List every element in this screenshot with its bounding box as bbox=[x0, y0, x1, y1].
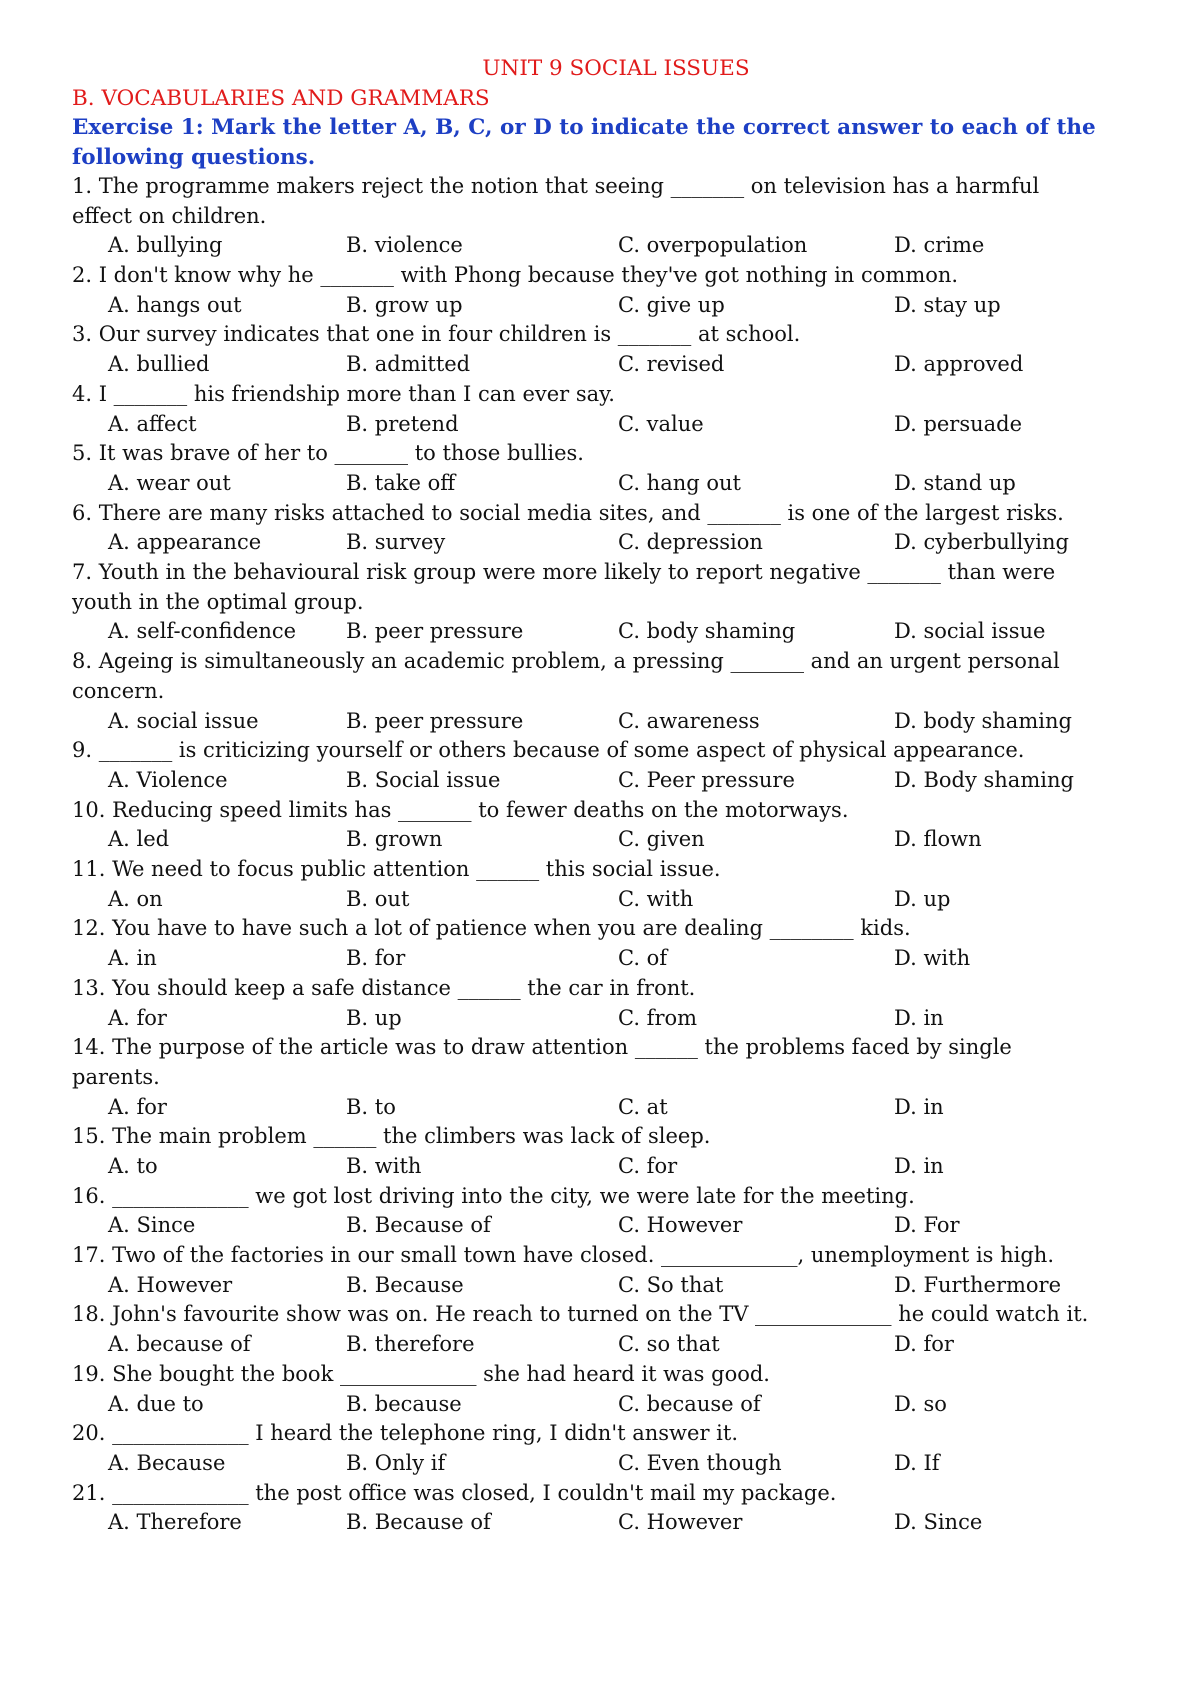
question-stem: 12. You have to have such a lot of patience when you are dealing ________ kids. bbox=[72, 916, 911, 941]
question-stem: 13. You should keep a safe distance ______ the car in front. bbox=[72, 975, 696, 1000]
option-a[interactable]: A. due to bbox=[108, 1391, 204, 1416]
question-item bbox=[72, 499, 1100, 558]
option-d[interactable]: D. approved bbox=[894, 352, 1024, 377]
answer-options bbox=[72, 944, 1100, 974]
answer-options bbox=[72, 707, 1100, 737]
option-c[interactable]: C. value bbox=[618, 411, 704, 436]
option-c[interactable]: C. so that bbox=[618, 1332, 720, 1357]
answer-options bbox=[72, 1211, 1100, 1241]
question-item bbox=[72, 1033, 1100, 1122]
option-a[interactable]: A. Therefore bbox=[108, 1510, 242, 1535]
question-stem: 18. John's favourite show was on. He reach to turned on the TV _____________ he could watch it. bbox=[72, 1302, 1089, 1327]
option-b[interactable]: B. therefore bbox=[346, 1332, 475, 1357]
option-b[interactable]: B. peer pressure bbox=[346, 619, 524, 644]
option-b[interactable]: B. grown bbox=[346, 827, 443, 852]
option-b[interactable]: B. for bbox=[346, 946, 406, 971]
answer-options bbox=[72, 885, 1100, 915]
answer-options bbox=[72, 1152, 1100, 1182]
answer-options bbox=[72, 1330, 1100, 1360]
question-stem: 17. Two of the factories in our small town have closed. _____________, unemployment is high. bbox=[72, 1243, 1054, 1268]
exercise-instructions: Exercise 1: Mark the letter A, B, C, or D to indicate the correct answer to each of the following questions. bbox=[72, 115, 1096, 170]
option-c[interactable]: C. with bbox=[618, 886, 694, 911]
answer-options bbox=[72, 617, 1100, 647]
option-a[interactable]: A. for bbox=[108, 1005, 167, 1030]
option-b[interactable]: B. grow up bbox=[346, 292, 463, 317]
option-a[interactable]: A. However bbox=[108, 1272, 233, 1297]
question-item bbox=[72, 1122, 1100, 1181]
option-b[interactable]: B. survey bbox=[346, 530, 446, 555]
question-stem: 5. It was brave of her to _______ to those bullies. bbox=[72, 441, 584, 466]
question-item bbox=[72, 855, 1100, 914]
option-d[interactable]: D. For bbox=[894, 1213, 960, 1238]
option-d[interactable]: D. Body shaming bbox=[894, 767, 1074, 792]
unit-title: UNIT 9 SOCIAL ISSUES bbox=[482, 56, 750, 81]
option-a[interactable]: A. appearance bbox=[108, 530, 262, 555]
answer-options bbox=[72, 350, 1100, 380]
answer-options bbox=[72, 825, 1100, 855]
option-a[interactable]: A. self-confidence bbox=[108, 619, 297, 644]
option-a[interactable]: A. led bbox=[108, 827, 170, 852]
answer-options bbox=[72, 1449, 1100, 1479]
option-d[interactable]: D. for bbox=[894, 1332, 954, 1357]
option-d[interactable]: D. persuade bbox=[894, 411, 1023, 436]
question-stem: 11. We need to focus public attention ______ this social issue. bbox=[72, 857, 721, 882]
option-c[interactable]: C. given bbox=[618, 827, 705, 852]
option-b[interactable]: B. Only if bbox=[346, 1450, 446, 1475]
option-c[interactable]: C. Peer pressure bbox=[618, 767, 795, 792]
question-stem: 3. Our survey indicates that one in four children is _______ at school. bbox=[72, 322, 801, 347]
question-item bbox=[72, 974, 1100, 1033]
option-c[interactable]: C. give up bbox=[618, 292, 725, 317]
question-item bbox=[72, 1419, 1100, 1478]
option-d[interactable]: D. Since bbox=[894, 1510, 983, 1535]
answer-options bbox=[72, 469, 1100, 499]
option-b[interactable]: B. Because bbox=[346, 1272, 464, 1297]
question-item bbox=[72, 1182, 1100, 1241]
option-d[interactable]: D. flown bbox=[894, 827, 982, 852]
question-stem: 20. _____________ I heard the telephone ring, I didn't answer it. bbox=[72, 1421, 738, 1446]
question-item bbox=[72, 439, 1100, 498]
option-b[interactable]: B. with bbox=[346, 1153, 422, 1178]
question-item bbox=[72, 1241, 1100, 1300]
question-item bbox=[72, 380, 1100, 439]
question-stem: 2. I don't know why he _______ with Phong because they've got nothing in common. bbox=[72, 263, 959, 288]
option-d[interactable]: D. crime bbox=[894, 233, 985, 258]
option-c[interactable]: C. revised bbox=[618, 352, 725, 377]
option-c[interactable]: C. body shaming bbox=[618, 619, 796, 644]
option-c[interactable]: C. However bbox=[618, 1510, 743, 1535]
option-d[interactable]: D. in bbox=[894, 1005, 944, 1030]
option-c[interactable]: C. awareness bbox=[618, 708, 760, 733]
option-c[interactable]: C. hang out bbox=[618, 470, 741, 495]
question-item bbox=[72, 320, 1100, 379]
answer-options bbox=[72, 528, 1100, 558]
option-a[interactable]: A. bullied bbox=[108, 352, 210, 377]
option-d[interactable]: D. If bbox=[894, 1450, 940, 1475]
option-b[interactable]: B. admitted bbox=[346, 352, 471, 377]
answer-options bbox=[72, 231, 1100, 261]
question-item bbox=[72, 736, 1100, 795]
option-a[interactable]: A. Since bbox=[108, 1213, 196, 1238]
question-stem: 9. _______ is criticizing yourself or others because of some aspect of physical appearance. bbox=[72, 738, 1025, 763]
question-stem: 4. I _______ his friendship more than I can ever say. bbox=[72, 381, 615, 406]
option-a[interactable]: A. because of bbox=[108, 1332, 251, 1357]
option-b[interactable]: B. violence bbox=[346, 233, 463, 258]
option-c[interactable]: C. However bbox=[618, 1213, 743, 1238]
option-a[interactable]: A. affect bbox=[108, 411, 197, 436]
option-c[interactable]: C. So that bbox=[618, 1272, 724, 1297]
option-a[interactable]: A. Violence bbox=[108, 767, 228, 792]
question-stem: 6. There are many risks attached to social media sites, and _______ is one of the largest risks. bbox=[72, 500, 1064, 525]
option-d[interactable]: D. up bbox=[894, 886, 951, 911]
option-d[interactable]: D. in bbox=[894, 1153, 944, 1178]
option-a[interactable]: A. to bbox=[108, 1153, 158, 1178]
option-d[interactable]: D. in bbox=[894, 1094, 944, 1119]
question-item bbox=[72, 172, 1100, 261]
question-stem: 8. Ageing is simultaneously an academic problem, a pressing _______ and an urgent personal concern. bbox=[72, 649, 1060, 703]
option-b[interactable]: B. Because of bbox=[346, 1510, 491, 1535]
answer-options bbox=[72, 1093, 1100, 1123]
question-stem: 10. Reducing speed limits has _______ to fewer deaths on the motorways. bbox=[72, 797, 849, 822]
option-a[interactable]: A. in bbox=[108, 946, 157, 971]
option-c[interactable]: C. overpopulation bbox=[618, 233, 808, 258]
option-b[interactable]: B. out bbox=[346, 886, 410, 911]
option-b[interactable]: B. peer pressure bbox=[346, 708, 524, 733]
option-a[interactable]: A. hangs out bbox=[108, 292, 242, 317]
answer-options bbox=[72, 1004, 1100, 1034]
option-c[interactable]: C. of bbox=[618, 946, 668, 971]
option-a[interactable]: A. bullying bbox=[108, 233, 223, 258]
option-c[interactable]: C. Even though bbox=[618, 1450, 782, 1475]
question-item bbox=[72, 1479, 1100, 1538]
answer-options bbox=[72, 1390, 1100, 1420]
option-d[interactable]: D. stand up bbox=[894, 470, 1016, 495]
answer-options bbox=[72, 410, 1100, 440]
option-d[interactable]: D. with bbox=[894, 946, 971, 971]
option-d[interactable]: D. body shaming bbox=[894, 708, 1072, 733]
answer-options bbox=[72, 766, 1100, 796]
option-b[interactable]: B. up bbox=[346, 1005, 402, 1030]
option-c[interactable]: C. at bbox=[618, 1094, 668, 1119]
option-b[interactable]: B. take off bbox=[346, 470, 456, 495]
question-item bbox=[72, 261, 1100, 320]
question-stem: 15. The main problem ______ the climbers was lack of sleep. bbox=[72, 1124, 711, 1149]
option-c[interactable]: C. from bbox=[618, 1005, 698, 1030]
option-a[interactable]: A. wear out bbox=[108, 470, 231, 495]
option-a[interactable]: A. social issue bbox=[108, 708, 259, 733]
answer-options bbox=[72, 291, 1100, 321]
question-stem: 7. Youth in the behavioural risk group were more likely to report negative _______ than were youth in the optimal group. bbox=[72, 560, 1056, 614]
option-d[interactable]: D. stay up bbox=[894, 292, 1001, 317]
question-stem: 21. _____________ the post office was closed, I couldn't mail my package. bbox=[72, 1480, 837, 1505]
option-b[interactable]: B. pretend bbox=[346, 411, 459, 436]
option-b[interactable]: B. Because of bbox=[346, 1213, 491, 1238]
option-b[interactable]: B. Social issue bbox=[346, 767, 501, 792]
question-stem: 14. The purpose of the article was to draw attention ______ the problems faced by single parents. bbox=[72, 1035, 1012, 1089]
option-a[interactable]: A. for bbox=[108, 1094, 167, 1119]
option-a[interactable]: A. on bbox=[108, 886, 163, 911]
option-c[interactable]: C. depression bbox=[618, 530, 763, 555]
question-stem: 16. _____________ we got lost driving into the city, we were late for the meeting. bbox=[72, 1183, 915, 1208]
option-b[interactable]: B. because bbox=[346, 1391, 462, 1416]
option-d[interactable]: D. so bbox=[894, 1391, 947, 1416]
question-item bbox=[72, 558, 1100, 647]
question-item bbox=[72, 647, 1100, 736]
question-item bbox=[72, 1360, 1100, 1419]
question-item bbox=[72, 914, 1100, 973]
section-title: B. VOCABULARIES AND GRAMMARS bbox=[72, 86, 490, 111]
answer-options bbox=[72, 1508, 1100, 1538]
option-d[interactable]: D. Furthermore bbox=[894, 1272, 1062, 1297]
option-d[interactable]: D. cyberbullying bbox=[894, 530, 1069, 555]
question-item bbox=[72, 796, 1100, 855]
option-a[interactable]: A. Because bbox=[108, 1450, 226, 1475]
option-d[interactable]: D. social issue bbox=[894, 619, 1046, 644]
option-c[interactable]: C. because of bbox=[618, 1391, 761, 1416]
option-b[interactable]: B. to bbox=[346, 1094, 396, 1119]
question-stem: 19. She bought the book _____________ she had heard it was good. bbox=[72, 1361, 770, 1386]
question-stem: 1. The programme makers reject the notion that seeing _______ on television has a harmful effect on children. bbox=[72, 174, 1040, 228]
question-list bbox=[72, 172, 1100, 1538]
answer-options bbox=[72, 1271, 1100, 1301]
question-item bbox=[72, 1300, 1100, 1359]
option-c[interactable]: C. for bbox=[618, 1153, 678, 1178]
